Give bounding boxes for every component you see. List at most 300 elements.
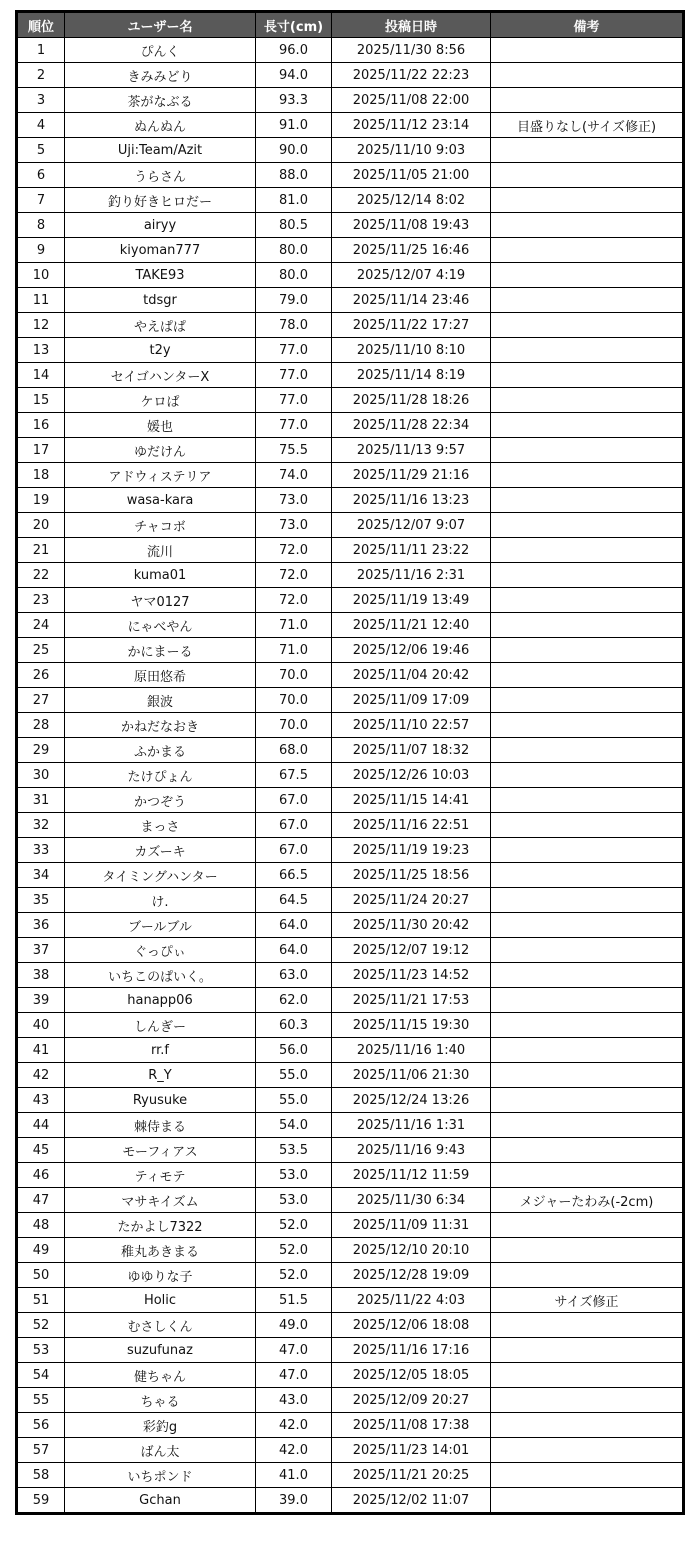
table-row xyxy=(17,713,684,738)
post-date-cell: 2025/11/08 17:38 xyxy=(332,1413,491,1438)
note-cell: メジャーたわみ(-2cm) xyxy=(491,1188,684,1213)
note-cell xyxy=(491,513,684,538)
table-row xyxy=(17,913,684,938)
user-name-cell: むさしくん xyxy=(65,1313,256,1338)
table-row xyxy=(17,1213,684,1238)
length-cell: 80.5 xyxy=(256,213,332,238)
rank-cell: 34 xyxy=(17,863,65,888)
table-row xyxy=(17,763,684,788)
note-cell xyxy=(491,363,684,388)
table-row xyxy=(17,1313,684,1338)
rank-cell: 9 xyxy=(17,238,65,263)
user-name-cell: うらさん xyxy=(65,163,256,188)
note-cell xyxy=(491,788,684,813)
note-cell xyxy=(491,1038,684,1063)
table-row xyxy=(17,563,684,588)
length-cell: 43.0 xyxy=(256,1388,332,1413)
user-name-cell: R_Y xyxy=(65,1063,256,1088)
rank-cell: 42 xyxy=(17,1063,65,1088)
rank-cell: 49 xyxy=(17,1238,65,1263)
table-row xyxy=(17,88,684,113)
length-cell: 52.0 xyxy=(256,1238,332,1263)
table-row xyxy=(17,313,684,338)
length-cell: 56.0 xyxy=(256,1038,332,1063)
table-row xyxy=(17,413,684,438)
note-cell xyxy=(491,863,684,888)
rank-cell: 5 xyxy=(17,138,65,163)
rank-cell: 36 xyxy=(17,913,65,938)
table-row xyxy=(17,188,684,213)
post-date-cell: 2025/11/16 2:31 xyxy=(332,563,491,588)
user-name-cell: Gchan xyxy=(65,1488,256,1514)
table-row xyxy=(17,513,684,538)
length-cell: 75.5 xyxy=(256,438,332,463)
post-date-cell: 2025/12/10 20:10 xyxy=(332,1238,491,1263)
post-date-cell: 2025/12/06 19:46 xyxy=(332,638,491,663)
user-name-cell: たかよし7322 xyxy=(65,1213,256,1238)
note-cell xyxy=(491,413,684,438)
post-date-cell: 2025/12/26 10:03 xyxy=(332,763,491,788)
post-date-cell: 2025/11/14 23:46 xyxy=(332,288,491,313)
note-cell: サイズ修正 xyxy=(491,1288,684,1313)
post-date-cell: 2025/12/28 19:09 xyxy=(332,1263,491,1288)
note-cell xyxy=(491,738,684,763)
note-cell xyxy=(491,938,684,963)
post-date-cell: 2025/11/30 6:34 xyxy=(332,1188,491,1213)
note-cell xyxy=(491,38,684,63)
length-cell: 52.0 xyxy=(256,1213,332,1238)
rank-cell: 58 xyxy=(17,1463,65,1488)
length-cell: 77.0 xyxy=(256,388,332,413)
user-name-cell: かねだなおき xyxy=(65,713,256,738)
length-cell: 41.0 xyxy=(256,1463,332,1488)
user-name-cell: チャコボ xyxy=(65,513,256,538)
note-cell: 目盛りなし(サイズ修正) xyxy=(491,113,684,138)
length-cell: 62.0 xyxy=(256,988,332,1013)
length-cell: 54.0 xyxy=(256,1113,332,1138)
rank-cell: 24 xyxy=(17,613,65,638)
user-name-cell: 媛也 xyxy=(65,413,256,438)
table-row xyxy=(17,388,684,413)
length-cell: 72.0 xyxy=(256,538,332,563)
user-name-cell: Holic xyxy=(65,1288,256,1313)
user-name-cell: モーフィアス xyxy=(65,1138,256,1163)
user-name-cell: hanapp06 xyxy=(65,988,256,1013)
ranking-rows xyxy=(17,38,684,1514)
length-cell: 53.5 xyxy=(256,1138,332,1163)
rank-cell: 52 xyxy=(17,1313,65,1338)
rank-cell: 35 xyxy=(17,888,65,913)
post-date-cell: 2025/11/09 17:09 xyxy=(332,688,491,713)
length-cell: 80.0 xyxy=(256,263,332,288)
post-date-cell: 2025/11/16 9:43 xyxy=(332,1138,491,1163)
note-cell xyxy=(491,463,684,488)
post-date-cell: 2025/11/10 9:03 xyxy=(332,138,491,163)
post-date-cell: 2025/11/16 1:31 xyxy=(332,1113,491,1138)
user-name-cell: ぬんぬん xyxy=(65,113,256,138)
length-cell: 80.0 xyxy=(256,238,332,263)
post-date-cell: 2025/12/06 18:08 xyxy=(332,1313,491,1338)
length-cell: 88.0 xyxy=(256,163,332,188)
table-row xyxy=(17,1163,684,1188)
user-name-cell: 流川 xyxy=(65,538,256,563)
post-date-cell: 2025/11/16 22:51 xyxy=(332,813,491,838)
user-name-cell: airyy xyxy=(65,213,256,238)
table-row xyxy=(17,1288,684,1313)
table-row xyxy=(17,438,684,463)
rank-cell: 51 xyxy=(17,1288,65,1313)
length-cell: 73.0 xyxy=(256,513,332,538)
note-cell xyxy=(491,338,684,363)
user-name-cell: wasa-kara xyxy=(65,488,256,513)
post-date-cell: 2025/11/23 14:01 xyxy=(332,1438,491,1463)
post-date-cell: 2025/11/14 8:19 xyxy=(332,363,491,388)
rank-cell: 43 xyxy=(17,1088,65,1113)
note-cell xyxy=(491,1238,684,1263)
note-cell xyxy=(491,713,684,738)
rank-cell: 8 xyxy=(17,213,65,238)
length-cell: 90.0 xyxy=(256,138,332,163)
rank-cell: 16 xyxy=(17,413,65,438)
user-name-cell: カズーキ xyxy=(65,838,256,863)
note-cell xyxy=(491,963,684,988)
length-cell: 67.0 xyxy=(256,838,332,863)
user-name-cell: いちこのぱいく。 xyxy=(65,963,256,988)
length-cell: 63.0 xyxy=(256,963,332,988)
rank-cell: 11 xyxy=(17,288,65,313)
length-cell: 79.0 xyxy=(256,288,332,313)
note-cell xyxy=(491,588,684,613)
post-date-cell: 2025/11/29 21:16 xyxy=(332,463,491,488)
post-date-cell: 2025/11/05 21:00 xyxy=(332,163,491,188)
post-date-cell: 2025/11/22 22:23 xyxy=(332,63,491,88)
post-date-cell: 2025/11/07 18:32 xyxy=(332,738,491,763)
user-name-cell: ヤマ0127 xyxy=(65,588,256,613)
rank-cell: 37 xyxy=(17,938,65,963)
note-cell xyxy=(491,63,684,88)
user-name-cell: マサキイズム xyxy=(65,1188,256,1213)
note-cell xyxy=(491,813,684,838)
length-cell: 67.0 xyxy=(256,788,332,813)
length-cell: 55.0 xyxy=(256,1063,332,1088)
post-date-cell: 2025/11/15 14:41 xyxy=(332,788,491,813)
post-date-cell: 2025/11/19 19:23 xyxy=(332,838,491,863)
post-date-cell: 2025/12/02 11:07 xyxy=(332,1488,491,1514)
rank-cell: 4 xyxy=(17,113,65,138)
rank-cell: 7 xyxy=(17,188,65,213)
length-cell: 60.3 xyxy=(256,1013,332,1038)
user-name-cell: ゆだけん xyxy=(65,438,256,463)
rank-cell: 39 xyxy=(17,988,65,1013)
user-name-cell: 銀波 xyxy=(65,688,256,713)
rank-cell: 31 xyxy=(17,788,65,813)
post-date-cell: 2025/11/16 1:40 xyxy=(332,1038,491,1063)
note-cell xyxy=(491,888,684,913)
user-name-cell: いちポンド xyxy=(65,1463,256,1488)
header-user: ユーザー名 xyxy=(65,12,256,38)
table-row xyxy=(17,863,684,888)
table-row xyxy=(17,988,684,1013)
header-date: 投稿日時 xyxy=(332,12,491,38)
user-name-cell: ぴんく xyxy=(65,38,256,63)
rank-cell: 27 xyxy=(17,688,65,713)
rank-cell: 6 xyxy=(17,163,65,188)
table-row xyxy=(17,1263,684,1288)
post-date-cell: 2025/11/22 17:27 xyxy=(332,313,491,338)
note-cell xyxy=(491,1063,684,1088)
length-cell: 72.0 xyxy=(256,563,332,588)
post-date-cell: 2025/12/07 19:12 xyxy=(332,938,491,963)
post-date-cell: 2025/11/22 4:03 xyxy=(332,1288,491,1313)
user-name-cell: rr.f xyxy=(65,1038,256,1063)
table-row xyxy=(17,113,684,138)
user-name-cell: かつぞう xyxy=(65,788,256,813)
rank-cell: 26 xyxy=(17,663,65,688)
length-cell: 42.0 xyxy=(256,1438,332,1463)
post-date-cell: 2025/12/07 9:07 xyxy=(332,513,491,538)
table-row xyxy=(17,1363,684,1388)
table-row xyxy=(17,588,684,613)
user-name-cell: 茶がなぶる xyxy=(65,88,256,113)
user-name-cell: ふかまる xyxy=(65,738,256,763)
header-row xyxy=(17,12,684,38)
rank-cell: 44 xyxy=(17,1113,65,1138)
length-cell: 39.0 xyxy=(256,1488,332,1514)
post-date-cell: 2025/11/25 16:46 xyxy=(332,238,491,263)
rank-cell: 23 xyxy=(17,588,65,613)
rank-cell: 25 xyxy=(17,638,65,663)
length-cell: 67.0 xyxy=(256,813,332,838)
post-date-cell: 2025/11/21 17:53 xyxy=(332,988,491,1013)
user-name-cell: たけぴょん xyxy=(65,763,256,788)
length-cell: 64.0 xyxy=(256,913,332,938)
table-row xyxy=(17,363,684,388)
note-cell xyxy=(491,1338,684,1363)
note-cell xyxy=(491,538,684,563)
note-cell xyxy=(491,1213,684,1238)
user-name-cell: セイゴハンターX xyxy=(65,363,256,388)
user-name-cell: 釣り好きヒロだー xyxy=(65,188,256,213)
note-cell xyxy=(491,763,684,788)
note-cell xyxy=(491,1088,684,1113)
length-cell: 94.0 xyxy=(256,63,332,88)
length-cell: 71.0 xyxy=(256,638,332,663)
user-name-cell: 原田悠希 xyxy=(65,663,256,688)
user-name-cell: ティモテ xyxy=(65,1163,256,1188)
post-date-cell: 2025/12/07 4:19 xyxy=(332,263,491,288)
length-cell: 53.0 xyxy=(256,1163,332,1188)
table-row xyxy=(17,738,684,763)
length-cell: 78.0 xyxy=(256,313,332,338)
table-row xyxy=(17,1488,684,1514)
table-row xyxy=(17,263,684,288)
rank-cell: 32 xyxy=(17,813,65,838)
note-cell xyxy=(491,838,684,863)
post-date-cell: 2025/11/11 23:22 xyxy=(332,538,491,563)
user-name-cell: 彩釣g xyxy=(65,1413,256,1438)
user-name-cell: アドウィステリア xyxy=(65,463,256,488)
note-cell xyxy=(491,138,684,163)
ranking-table xyxy=(15,10,685,1515)
rank-cell: 15 xyxy=(17,388,65,413)
user-name-cell: かにまーる xyxy=(65,638,256,663)
note-cell xyxy=(491,1163,684,1188)
table-row xyxy=(17,1088,684,1113)
header-note: 備考 xyxy=(491,12,684,38)
user-name-cell: Uji:Team/Azit xyxy=(65,138,256,163)
note-cell xyxy=(491,1388,684,1413)
post-date-cell: 2025/12/05 18:05 xyxy=(332,1363,491,1388)
table-row xyxy=(17,288,684,313)
post-date-cell: 2025/11/21 20:25 xyxy=(332,1463,491,1488)
note-cell xyxy=(491,613,684,638)
post-date-cell: 2025/11/12 23:14 xyxy=(332,113,491,138)
table-row xyxy=(17,613,684,638)
table-row xyxy=(17,1338,684,1363)
rank-cell: 53 xyxy=(17,1338,65,1363)
table-row xyxy=(17,1238,684,1263)
rank-cell: 13 xyxy=(17,338,65,363)
post-date-cell: 2025/12/14 8:02 xyxy=(332,188,491,213)
note-cell xyxy=(491,438,684,463)
user-name-cell: tdsgr xyxy=(65,288,256,313)
table-row xyxy=(17,963,684,988)
table-row xyxy=(17,163,684,188)
table-row xyxy=(17,463,684,488)
note-cell xyxy=(491,1138,684,1163)
length-cell: 71.0 xyxy=(256,613,332,638)
post-date-cell: 2025/12/09 20:27 xyxy=(332,1388,491,1413)
rank-cell: 12 xyxy=(17,313,65,338)
user-name-cell: kuma01 xyxy=(65,563,256,588)
post-date-cell: 2025/11/10 8:10 xyxy=(332,338,491,363)
table-row xyxy=(17,238,684,263)
post-date-cell: 2025/11/06 21:30 xyxy=(332,1063,491,1088)
length-cell: 81.0 xyxy=(256,188,332,213)
length-cell: 49.0 xyxy=(256,1313,332,1338)
user-name-cell: きみみどり xyxy=(65,63,256,88)
post-date-cell: 2025/11/15 19:30 xyxy=(332,1013,491,1038)
note-cell xyxy=(491,263,684,288)
table-row xyxy=(17,1188,684,1213)
rank-cell: 22 xyxy=(17,563,65,588)
post-date-cell: 2025/11/28 22:34 xyxy=(332,413,491,438)
note-cell xyxy=(491,1413,684,1438)
length-cell: 77.0 xyxy=(256,338,332,363)
length-cell: 64.0 xyxy=(256,938,332,963)
table-row xyxy=(17,1438,684,1463)
rank-cell: 38 xyxy=(17,963,65,988)
table-row xyxy=(17,38,684,63)
user-name-cell: ばん太 xyxy=(65,1438,256,1463)
table-row xyxy=(17,1138,684,1163)
user-name-cell: ぐっぴぃ xyxy=(65,938,256,963)
post-date-cell: 2025/11/08 22:00 xyxy=(332,88,491,113)
length-cell: 66.5 xyxy=(256,863,332,888)
table-row xyxy=(17,1113,684,1138)
rank-cell: 48 xyxy=(17,1213,65,1238)
length-cell: 52.0 xyxy=(256,1263,332,1288)
user-name-cell: suzufunaz xyxy=(65,1338,256,1363)
table-row xyxy=(17,1413,684,1438)
length-cell: 68.0 xyxy=(256,738,332,763)
post-date-cell: 2025/11/04 20:42 xyxy=(332,663,491,688)
length-cell: 72.0 xyxy=(256,588,332,613)
note-cell xyxy=(491,88,684,113)
post-date-cell: 2025/11/24 20:27 xyxy=(332,888,491,913)
user-name-cell: 稚丸あきまる xyxy=(65,1238,256,1263)
user-name-cell: t2y xyxy=(65,338,256,363)
length-cell: 53.0 xyxy=(256,1188,332,1213)
post-date-cell: 2025/11/10 22:57 xyxy=(332,713,491,738)
table-row xyxy=(17,888,684,913)
note-cell xyxy=(491,1438,684,1463)
rank-cell: 40 xyxy=(17,1013,65,1038)
table-row xyxy=(17,1038,684,1063)
rank-cell: 57 xyxy=(17,1438,65,1463)
post-date-cell: 2025/11/16 13:23 xyxy=(332,488,491,513)
note-cell xyxy=(491,388,684,413)
post-date-cell: 2025/11/09 11:31 xyxy=(332,1213,491,1238)
user-name-cell: まっさ xyxy=(65,813,256,838)
note-cell xyxy=(491,288,684,313)
user-name-cell: kiyoman777 xyxy=(65,238,256,263)
length-cell: 70.0 xyxy=(256,713,332,738)
note-cell xyxy=(491,663,684,688)
post-date-cell: 2025/11/12 11:59 xyxy=(332,1163,491,1188)
table-row xyxy=(17,338,684,363)
user-name-cell: ケロぱ xyxy=(65,388,256,413)
user-name-cell: にゃべやん xyxy=(65,613,256,638)
rank-cell: 2 xyxy=(17,63,65,88)
user-name-cell: ブールブル xyxy=(65,913,256,938)
length-cell: 51.5 xyxy=(256,1288,332,1313)
length-cell: 42.0 xyxy=(256,1413,332,1438)
rank-cell: 55 xyxy=(17,1388,65,1413)
rank-cell: 54 xyxy=(17,1363,65,1388)
note-cell xyxy=(491,638,684,663)
table-row xyxy=(17,688,684,713)
post-date-cell: 2025/11/16 17:16 xyxy=(332,1338,491,1363)
table-row xyxy=(17,1063,684,1088)
header-rank: 順位 xyxy=(17,12,65,38)
user-name-cell: 棘侍まる xyxy=(65,1113,256,1138)
rank-cell: 3 xyxy=(17,88,65,113)
table-row xyxy=(17,538,684,563)
rank-cell: 47 xyxy=(17,1188,65,1213)
note-cell xyxy=(491,988,684,1013)
rank-cell: 50 xyxy=(17,1263,65,1288)
length-cell: 67.5 xyxy=(256,763,332,788)
rank-cell: 41 xyxy=(17,1038,65,1063)
table-row xyxy=(17,838,684,863)
rank-cell: 29 xyxy=(17,738,65,763)
note-cell xyxy=(491,1113,684,1138)
length-cell: 55.0 xyxy=(256,1088,332,1113)
user-name-cell: 健ちゃん xyxy=(65,1363,256,1388)
length-cell: 64.5 xyxy=(256,888,332,913)
user-name-cell: タイミングハンター xyxy=(65,863,256,888)
user-name-cell: しんぎー xyxy=(65,1013,256,1038)
post-date-cell: 2025/12/24 13:26 xyxy=(332,1088,491,1113)
rank-cell: 28 xyxy=(17,713,65,738)
table-row xyxy=(17,213,684,238)
length-cell: 93.3 xyxy=(256,88,332,113)
post-date-cell: 2025/11/21 12:40 xyxy=(332,613,491,638)
rank-cell: 21 xyxy=(17,538,65,563)
length-cell: 47.0 xyxy=(256,1363,332,1388)
table-row xyxy=(17,1388,684,1413)
